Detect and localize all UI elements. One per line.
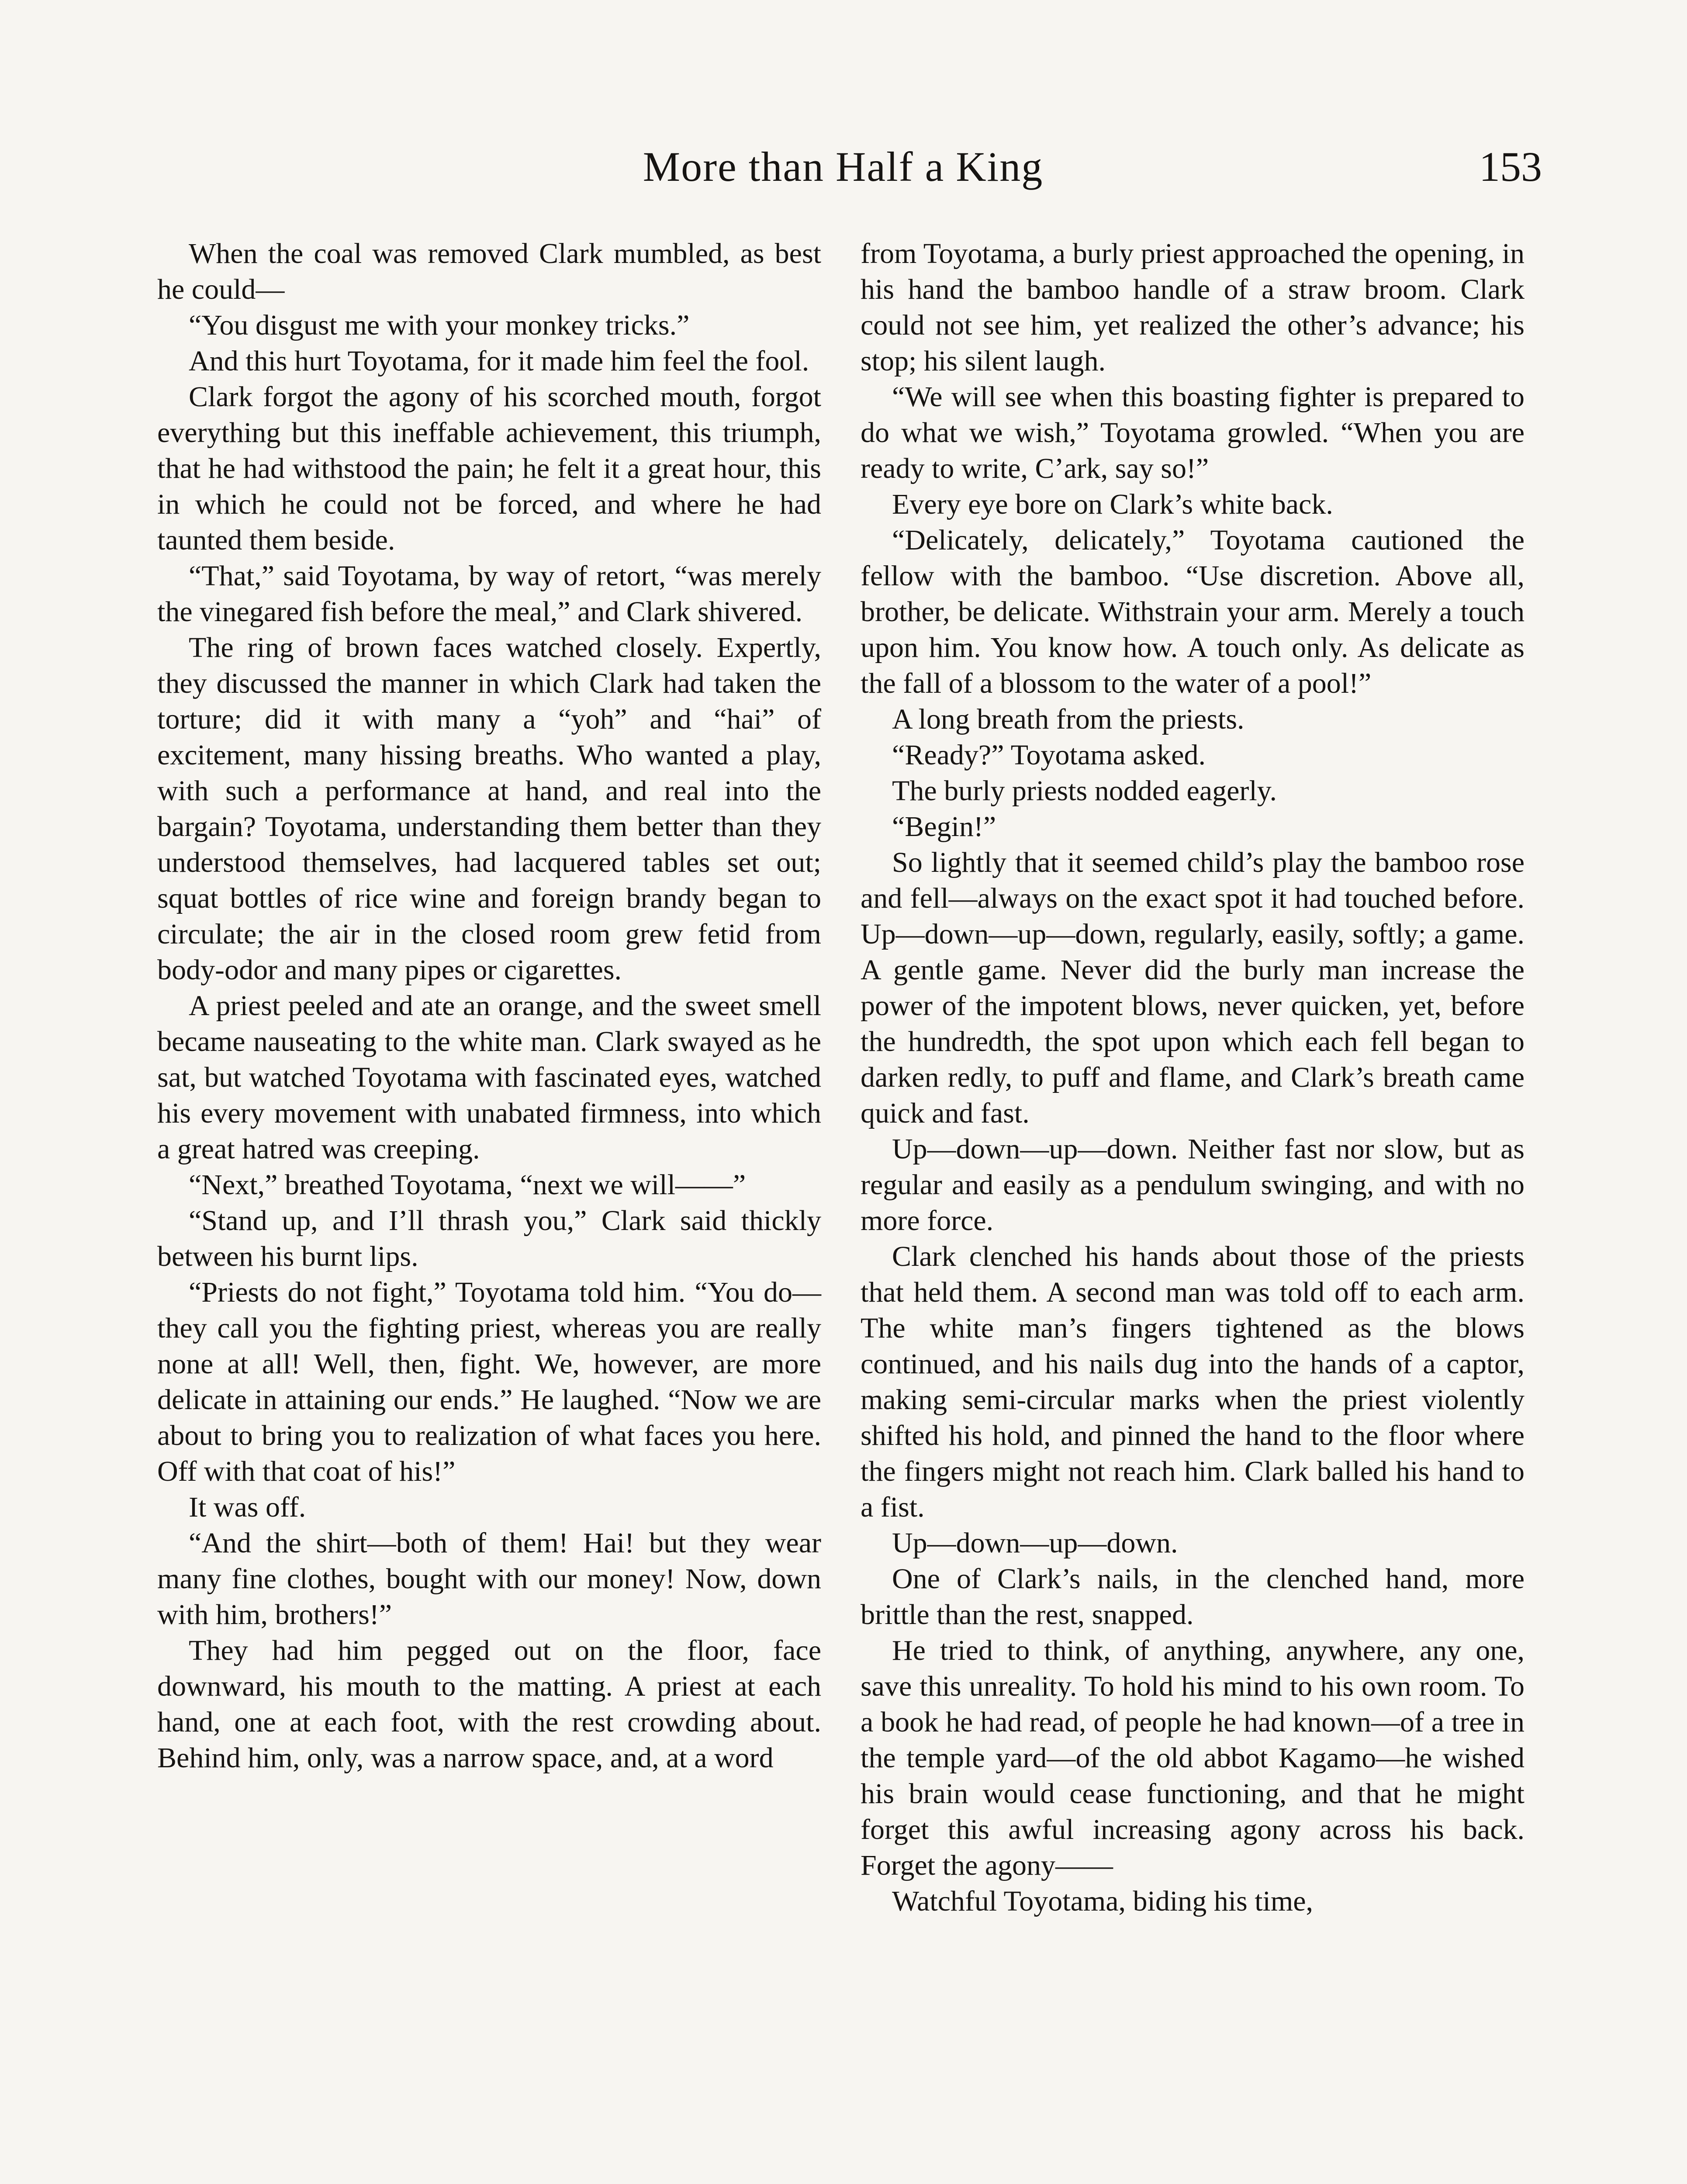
paragraph: Up—down—up—down. — [892, 1527, 1178, 1559]
paragraph: “Begin!” — [892, 811, 996, 843]
paragraph: “That,” said Toyotama, by way of retort, “was merely the vinegared fish before the meal,” and Clark shivered. — [157, 560, 821, 628]
paragraph: “Delicately, delicately,” Toyotama cautioned the fellow with the bamboo. “Use discretion. Above all, brother, be delicate. Withstrain your arm. Merely a touch upon him. You know how. A touch only. As delicate as the fall of a blossom to the water of a pool!” — [861, 524, 1525, 699]
running-head — [144, 141, 1542, 193]
paragraph: “You disgust me with your monkey tricks.” — [189, 309, 690, 341]
paragraph: Clark forgot the agony of his scorched mouth, forgot everything but this ineffable achievement, this triumph, that he had withstood the pain; he felt it a great hour, this in which he could not be forced, and where he had taunted them beside. — [157, 381, 821, 556]
paragraph: Up—down—up—down. Neither fast nor slow, but as regular and easily as a pendulum swinging, and with no more force. — [861, 1133, 1525, 1237]
paragraph: They had him pegged out on the floor, face downward, his mouth to the matting. A priest at each hand, one at each foot, with the rest crowding about. Behind him, only, was a narrow space, and, at a word — [157, 1635, 821, 1774]
paragraph: And this hurt Toyotama, for it made him feel the fool. — [189, 345, 809, 377]
paragraph: Clark clenched his hands about those of the priests that held them. A second man was told off to each arm. The white man’s fingers tightened as the blows continued, and his nails dug into the hands of a captor, making semi-circular marks when the priest violently shifted his hold, and pinned the hand to the floor where the fingers might not reach him. Clark balled his hand to a fist. — [861, 1241, 1525, 1523]
paragraph: “We will see when this boasting fighter is prepared to do what we wish,” Toyotama growled. “When you are ready to write, C’ark, say so!” — [861, 381, 1525, 484]
running-title: More than Half a King — [643, 143, 1044, 190]
paragraph: So lightly that it seemed child’s play the bamboo rose and fell—always on the exact spot it had touched before. Up—down—up—down, regularly, easily, softly; a game. A gentle game. Never did the burly man increase the power of the impotent blows, never quicken, yet, before the hundredth, the spot upon which each fell began to darken redly, to puff and flame, and Clark’s breath came quick and fast. — [861, 847, 1525, 1129]
paragraph: When the coal was removed Clark mumbled, as best he could— — [157, 238, 821, 305]
paragraph: “Stand up, and I’ll thrash you,” Clark said thickly between his burnt lips. — [157, 1205, 821, 1272]
left-column — [157, 236, 821, 1776]
paragraph: It was off. — [189, 1491, 306, 1523]
paragraph: A long breath from the priests. — [892, 703, 1245, 735]
paragraph-continued: from Toyotama, a burly priest approached the opening, in his hand the bamboo handle of a straw broom. Clark could not see him, yet realized the other’s advance; his stop; his silent laugh. — [861, 238, 1525, 377]
page-number: 153 — [1479, 143, 1542, 190]
paragraph: The burly priests nodded eagerly. — [892, 775, 1277, 807]
paragraph: “Ready?” Toyotama asked. — [892, 739, 1206, 771]
paragraph: “Next,” breathed Toyotama, “next we will——” — [189, 1169, 746, 1201]
paragraph: The ring of brown faces watched closely. Expertly, they discussed the manner in which Clark had taken the torture; did it with many a “yoh” and “hai” of excitement, many hissing breaths. Who wanted a play, with such a performance at hand, and real into the bargain? Toyotama, understanding them better than they understood themselves, had lacquered tables set out; squat bottles of rice wine and foreign brandy began to circulate; the air in the closed room grew fetid from body-odor and many pipes or cigarettes. — [157, 632, 821, 986]
paragraph: Watchful Toyotama, biding his time, — [892, 1885, 1314, 1917]
right-column — [861, 236, 1525, 1919]
paragraph: One of Clark’s nails, in the clenched hand, more brittle than the rest, snapped. — [861, 1563, 1525, 1631]
paragraph: “Priests do not fight,” Toyotama told him. “You do—they call you the fighting priest, whereas you are really none at all! Well, then, fight. We, however, are more delicate in attaining our ends.” He laughed. “Now we are about to bring you to realization of what faces you here. Off with that coat of his!” — [157, 1276, 821, 1487]
paragraph: He tried to think, of anything, anywhere, any one, save this unreality. To hold his mind to his own room. To a book he had read, of people he had known—of a tree in the temple yard—of the old abbot Kagamo—he wished his brain would cease functioning, and that he might forget this awful increasing agony across his back. Forget the agony—— — [861, 1635, 1525, 1881]
paragraph: Every eye bore on Clark’s white back. — [892, 488, 1333, 520]
paragraph: “And the shirt—both of them! Hai! but they wear many fine clothes, bought with our money! Now, down with him, brothers!” — [157, 1527, 821, 1631]
paragraph: A priest peeled and ate an orange, and the sweet smell became nauseating to the white man. Clark swayed as he sat, but watched Toyotama with fascinated eyes, watched his every movement with unabated firmness, into which a great hatred was creeping. — [157, 990, 821, 1165]
